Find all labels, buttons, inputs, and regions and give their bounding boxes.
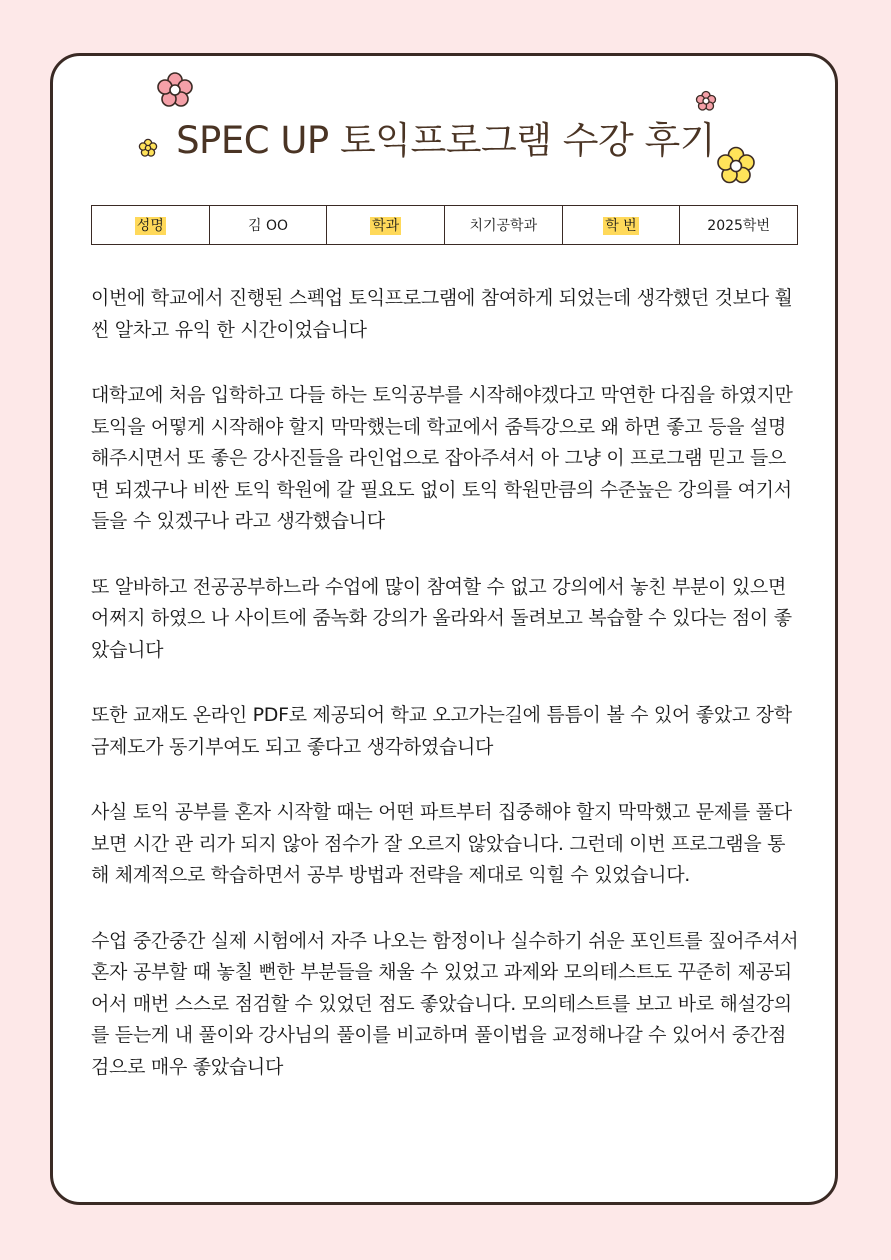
dept-value-cell: 치기공학과 bbox=[444, 206, 562, 245]
paragraph: 수업 중간중간 실제 시험에서 자주 나오는 함정이나 실수하기 쉬운 포인트를 짚어주셔서 혼자 공부할 때 놓칠 뻔한 부분들을 채울 수 있었고 과제와 모의테스트도 꾸준히 제공되어서 매번 스스로 점검할 수 있었던 점도 좋았습니다. 모의테스트를 보고 바로 해설강의를 듣는게 내 풀이와 강사님의 풀이를 비교하며 풀이법을 교정해나갈 수 있어서 중간점검으로 매우 좋았습니다 bbox=[91, 929, 799, 1078]
year-label: 학 번 bbox=[605, 218, 637, 234]
paragraph: 대학교에 처음 입학하고 다들 하는 토익공부를 시작해야겠다고 막연한 다짐을 하였지만 토익을 어떻게 시작해야 할지 막막했는데 학교에서 줌특강으로 왜 하면 좋고 등을 설명해주시면서 또 좋은 강사진들을 라인업으로 잡아주셔서 아 그냥 이 프로그램 믿고 들으면 되겠구나 비싼 토익 학원에 갈 필요도 없이 토익 학원만큼의 수준높은 강의를 여기서 들을 수 있겠구나 라고 생각했습니다 bbox=[91, 384, 793, 532]
paragraph: 또 알바하고 전공공부하느라 수업에 많이 참여할 수 없고 강의에서 놓친 부분이 있으면 어쩌지 하였으 나 사이트에 줌녹화 강의가 올라와서 돌려보고 복습할 수 있다는 점이 좋았습니다 bbox=[91, 575, 792, 661]
review-body bbox=[91, 283, 803, 1117]
student-info-table bbox=[91, 205, 798, 245]
name-label-cell bbox=[92, 206, 210, 245]
page-title: SPEC UP 토익프로그램 수강 후기 bbox=[176, 119, 715, 162]
table-row bbox=[92, 206, 798, 245]
dept-label: 학과 bbox=[372, 218, 400, 234]
year-label-cell bbox=[562, 206, 680, 245]
name-value-cell: 김 OO bbox=[209, 206, 327, 245]
paragraph: 또한 교재도 온라인 PDF로 제공되어 학교 오고가는길에 틈틈이 볼 수 있어 좋았고 장학금제도가 동기부여도 되고 좋다고 생각하였습니다 bbox=[91, 704, 792, 758]
dept-label-cell bbox=[327, 206, 445, 245]
year-value-cell: 2025학번 bbox=[680, 206, 798, 245]
name-label: 성명 bbox=[136, 218, 164, 234]
paragraph: 사실 토익 공부를 혼자 시작할 때는 어떤 파트부터 집중해야 할지 막막했고 문제를 풀다 보면 시간 관 리가 되지 않아 점수가 잘 오르지 않았습니다. 그런데 이번 프로그램을 통해 체계적으로 학습하면서 공부 방법과 전략을 제대로 익힐 수 있었습니다. bbox=[91, 801, 792, 886]
pink-flower-icon bbox=[156, 71, 194, 109]
small-pink-flower-icon bbox=[695, 90, 717, 112]
paragraph: 이번에 학교에서 진행된 스펙업 토익프로그램에 참여하게 되었는데 생각했던 것보다 훨씬 알차고 유익 한 시간이었습니다 bbox=[91, 287, 793, 341]
